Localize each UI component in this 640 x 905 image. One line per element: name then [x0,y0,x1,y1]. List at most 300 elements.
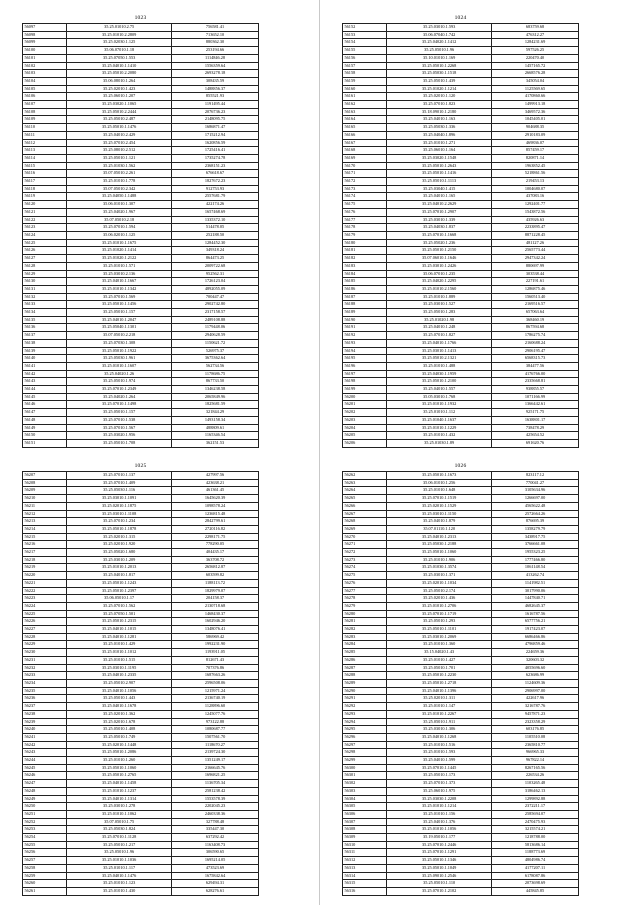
row-id-cell: 56292 [343,703,387,711]
account-code-cell: 35.25.05010.1.96 [387,47,492,55]
account-code-cell: 35.25.07010.1.137 [67,472,172,480]
account-code-cell: 35.25.03020.1.1548 [387,154,492,162]
row-id-cell: 56180 [343,239,387,247]
row-id-cell: 56302 [343,780,387,788]
amount-cell: 1284452.30 [172,239,259,247]
account-code-cell: 35.25.01010.1.2013 [67,564,172,572]
amount-cell: 2902742.80 [172,301,259,309]
amount-cell: 1955323.25 [492,549,579,557]
row-id-cell: 56231 [23,656,67,664]
row-id-cell: 56104 [23,77,67,85]
account-code-cell: 35.25.05010.1.1346 [387,857,492,865]
amount-cell: 1150621.72 [172,339,259,347]
table-row [343,502,579,510]
page-title: 1023 [134,15,147,21]
table-row [343,641,579,649]
account-code-cell: 35.25.01010.1.112 [387,409,492,417]
table-row [343,787,579,795]
account-code-cell: 35.25.03020.1.1065 [67,101,172,109]
amount-cell: 738478.29 [492,424,579,432]
account-code-cell: 35.25.04010.2.429 [67,131,172,139]
account-code-cell: 35.25.01010.1.2267 [387,710,492,718]
table-row [23,641,259,649]
row-id-cell: 56151 [23,439,67,447]
amount-cell: 820871.14 [492,154,579,162]
account-code-cell: 35.25.01020.1.98 [387,316,492,324]
amount-cell: 1488856.37 [172,85,259,93]
account-code-cell: 35.25.04050.1.1488 [67,193,172,201]
account-code-cell: 35.25.07010.1.1291 [387,849,492,857]
table-row [23,154,259,162]
amount-cell: 904688.35 [492,124,579,132]
table-row [343,664,579,672]
row-id-cell: 56173 [343,185,387,193]
account-code-cell: 35.06.05010.1.17 [67,595,172,603]
row-id-cell: 56168 [343,147,387,155]
row-id-cell: 56109 [23,116,67,124]
amount-cell: 1829979.07 [172,587,259,595]
table-row [343,595,579,603]
row-id-cell: 56298 [343,749,387,757]
amount-cell: 1777466.80 [492,556,579,564]
account-code-cell: 35.25.03010.1.1108 [67,510,172,518]
table-row [343,579,579,587]
row-id-cell: 56229 [23,641,67,649]
table-row [23,170,259,178]
row-id-cell: 56308 [343,826,387,834]
amount-cell: 4796859.46 [492,641,579,649]
table-row [343,432,579,440]
table-row [23,355,259,363]
account-code-cell: 35.25.07010.2.454 [67,139,172,147]
amount-cell: 3186462.13 [492,787,579,795]
amount-cell: 327788.48 [172,818,259,826]
amount-cell: 1695214.05 [172,857,259,865]
amount-cell: 1292401.77 [492,201,579,209]
table-row [23,77,259,85]
amount-cell: 2489108.88 [172,316,259,324]
account-code-cell: 35.07.05010.1.75 [67,818,172,826]
row-id-cell: 56133 [23,301,67,309]
account-code-cell: 35.25.05010.1.283 [387,309,492,317]
account-code-cell: 35.25.02010.1.311 [387,695,492,703]
table-row [343,185,579,193]
account-code-cell: 35.25.05010.1.1878 [67,525,172,533]
table-row [343,656,579,664]
account-code-cell: 35.25.05010.1.408 [67,726,172,734]
row-id-cell: 56114 [23,154,67,162]
table-row [343,710,579,718]
amount-cell: 1675842.64 [172,872,259,880]
row-id-cell: 56186 [343,285,387,293]
amount-cell: 2572664.26 [492,510,579,518]
table-row [343,633,579,641]
amount-cell: 1560513.40 [492,293,579,301]
row-id-cell: 56140 [23,355,67,363]
amount-cell: 345054.04 [492,77,579,85]
amount-cell: 473523.69 [172,864,259,872]
amount-cell: 2656812.87 [172,564,259,572]
table-row [343,864,579,872]
amount-cell: 1696821.25 [172,772,259,780]
table-row [343,339,579,347]
account-code-cell: 35.25.01020.1.1214 [387,85,492,93]
table-row [343,93,579,101]
row-id-cell: 56301 [343,772,387,780]
table-row [23,201,259,209]
amount-cell: 3469572.36 [492,108,579,116]
row-id-cell: 56175 [343,201,387,209]
account-code-cell: 35.25.07010.1.2102 [387,887,492,895]
account-code-cell: 35.25.03010.1.527 [387,301,492,309]
account-code-cell: 35.25.01010.1.156 [387,810,492,818]
account-code-cell: 35.25.02010.1.1875 [67,502,172,510]
row-id-cell: 56105 [23,85,67,93]
table-row [23,564,259,572]
account-code-cell: 35.25.05010.1.1243 [67,579,172,587]
row-id-cell: 56263 [343,479,387,487]
row-id-cell: 56288 [343,672,387,680]
row-id-cell: 56167 [343,139,387,147]
table-row [343,262,579,270]
amount-cell: 1045405.01 [492,116,579,124]
row-id-cell: 56264 [343,487,387,495]
row-id-cell: 56132 [23,293,67,301]
row-id-cell: 56184 [343,270,387,278]
amount-cell: 876695.39 [492,518,579,526]
table-row [343,649,579,657]
row-id-cell: 56309 [343,834,387,842]
table-row [343,495,579,503]
table-row [23,803,259,811]
account-code-cell: 35.25.03020.1.956 [67,432,172,440]
account-code-cell: 35.25.01010.1.360 [387,641,492,649]
row-id-cell: 56139 [23,347,67,355]
account-code-cell: 35.25.01010.2.75 [67,24,172,32]
row-id-cell: 56310 [343,841,387,849]
row-id-cell: 56099 [23,39,67,47]
table-row [23,541,259,549]
row-id-cell: 56267 [343,510,387,518]
row-id-cell: 56170 [343,162,387,170]
row-id-cell: 56307 [343,818,387,826]
table-row [23,633,259,641]
amount-cell: 952562.31 [172,270,259,278]
account-code-cell: 35.25.03010.1.2426 [387,262,492,270]
row-id-cell: 56220 [23,572,67,580]
amount-cell: 3766661.08 [492,541,579,549]
account-code-cell: 35.25.01010.2.2809 [67,31,172,39]
amount-cell: 4055696.60 [492,664,579,672]
account-code-cell: 35.10.01010.1.169 [387,54,492,62]
table-row [23,208,259,216]
row-id-cell: 56237 [23,703,67,711]
row-id-cell: 56294 [343,718,387,726]
document-page-1024 [342,14,579,448]
account-code-cell: 35.25.01010.1.429 [67,641,172,649]
table-row [343,231,579,239]
account-code-cell: 35.06.08010.1.264 [67,77,172,85]
amount-cell: 5218861.56 [492,170,579,178]
table-row [23,162,259,170]
table-row [343,803,579,811]
account-code-cell: 35.25.04010.1.2335 [67,672,172,680]
table-row [343,780,579,788]
account-code-cell: 35.25.04010.1.817 [67,572,172,580]
amount-cell: 967822.14 [492,757,579,765]
amount-cell: 2372211.17 [492,803,579,811]
amount-cell: 476312.27 [492,31,579,39]
row-id-cell: 56204 [343,424,387,432]
account-code-cell: 35.25.01010.1.1062 [67,810,172,818]
amount-cell: 2842799.61 [172,518,259,526]
row-id-cell: 56179 [343,231,387,239]
account-code-cell: 35.25.07010.1.2446 [387,841,492,849]
account-code-cell: 35.25.05010.1.2765 [67,772,172,780]
account-code-cell: 35.25.04010.2.2629 [387,201,492,209]
amount-cell: 691620.76 [492,439,579,447]
row-id-cell: 56218 [23,556,67,564]
account-code-cell: 35.25.01010.1.427 [387,656,492,664]
account-code-cell: 35.15.04020.1.43 [387,649,492,657]
account-code-cell: 35.25.03010.1.2069 [387,633,492,641]
row-id-cell: 56244 [23,757,67,765]
account-code-cell: 35.25.07010.1.1719 [387,610,492,618]
amount-cell: 973122.88 [172,718,259,726]
account-code-cell: 35.25.03010.1.1091 [67,495,172,503]
row-id-cell: 56282 [343,626,387,634]
account-code-cell: 35.25.02010.1.678 [67,718,172,726]
amount-cell: 437083.16 [492,193,579,201]
row-id-cell: 56211 [23,502,67,510]
amount-cell: 1080687.77 [172,726,259,734]
table-row [343,31,579,39]
table-row [343,764,579,772]
table-row [343,587,579,595]
table-row [23,757,259,765]
account-code-cell: 35.25.05010.1.293 [387,618,492,626]
amount-cell: 2317158.57 [172,309,259,317]
account-code-cell: 35.25.04020.1.264 [67,393,172,401]
row-id-cell: 56118 [23,185,67,193]
amount-cell: 253194.66 [172,47,259,55]
row-id-cell: 56119 [23,193,67,201]
amount-cell: 683759.68 [492,24,579,32]
row-id-cell: 56254 [23,834,67,842]
amount-cell: 2906195.47 [492,347,579,355]
amount-cell: 514478.05 [172,224,259,232]
account-code-cell: 35.25.04020.1.967 [67,208,172,216]
account-code-cell: 35.25.01010.1.906 [387,556,492,564]
account-code-cell: 35.06.07010.1.18 [67,47,172,55]
account-code-cell: 35.25.05030.1.336 [387,124,492,132]
account-code-cell: 35.25.01010.1.1036 [67,857,172,865]
account-code-cell: 35.25.02010.1.1034 [387,579,492,587]
table-row [23,185,259,193]
amount-cell: 966965.33 [492,749,579,757]
account-code-cell: 35.25.04010.1.557 [387,386,492,394]
amount-cell: 306590.65 [172,849,259,857]
amount-cell: 700447.47 [172,293,259,301]
account-code-cell: 35.06.07010.1.235 [387,270,492,278]
row-id-cell: 56299 [343,757,387,765]
amount-cell: 1825681.59 [172,401,259,409]
amount-cell: 1245077.76 [172,710,259,718]
amount-cell: 8267165.56 [492,764,579,772]
row-id-cell: 56183 [343,262,387,270]
row-id-cell: 56127 [23,255,67,263]
account-code-cell: 35.25.01010.1.593 [387,749,492,757]
table-row [343,301,579,309]
row-id-cell: 56249 [23,795,67,803]
table-row [23,687,259,695]
row-id-cell: 56297 [343,741,387,749]
row-id-cell: 56262 [343,472,387,480]
account-code-cell: 35.07.05010.2.218 [67,332,172,340]
row-id-cell: 56203 [343,416,387,424]
amount-cell: 6686466.86 [492,633,579,641]
account-code-cell: 35.25.05010.2.2080 [67,70,172,78]
account-code-cell: 35.25.05010.1.1416 [387,170,492,178]
amount-cell: 1193911.05 [172,649,259,657]
row-id-cell: 56276 [343,579,387,587]
document-page-1023 [22,14,259,448]
row-id-cell: 56110 [23,124,67,132]
amount-cell: 4682645.37 [492,602,579,610]
amount-cell: 1071166.99 [492,393,579,401]
amount-cell: 8871228.45 [492,231,579,239]
table-row [23,54,259,62]
account-code-cell: 35.25.05010.1.1060 [387,549,492,557]
row-id-cell: 56120 [23,201,67,209]
table-row [343,556,579,564]
amount-cell: 4565622.48 [492,502,579,510]
row-id-cell: 56098 [23,31,67,39]
row-id-cell: 56197 [343,370,387,378]
table-row [343,841,579,849]
table-row [343,887,579,895]
account-code-cell: 35.25.05010.1.2150 [387,247,492,255]
row-id-cell: 56190 [343,316,387,324]
account-code-cell: 35.25.01010.1.648 [387,487,492,495]
amount-cell: 1105510.08 [492,733,579,741]
account-code-cell: 35.25.05010.1.1476 [67,124,172,132]
amount-cell: 4804986.74 [492,857,579,865]
account-code-cell: 35.06.01010.1.256 [387,479,492,487]
row-id-cell: 56311 [343,849,387,857]
account-code-cell: 35.25.05010.1.974 [67,378,172,386]
amount-cell: 1917423.07 [492,626,579,634]
table-row [343,85,579,93]
table-row [23,285,259,293]
row-id-cell: 56188 [343,301,387,309]
table-row [343,741,579,749]
amount-cell: 756581.41 [172,24,259,32]
row-id-cell: 56165 [343,124,387,132]
amount-cell: 1061148.54 [492,564,579,572]
row-id-cell: 56315 [343,880,387,888]
amount-cell: 1191495.44 [172,101,259,109]
table-row [343,439,579,447]
table-row [343,278,579,286]
row-id-cell: 56144 [23,386,67,394]
table-row [343,533,579,541]
account-code-cell: 35.25.05010.1.1101 [387,626,492,634]
amount-cell: 423638.21 [172,479,259,487]
account-code-cell: 35.25.05010.1.173 [387,772,492,780]
account-code-cell: 35.25.04010.1.376 [387,818,492,826]
document-page-1025 [22,462,259,896]
table-row [23,85,259,93]
amount-cell: 461361.45 [172,487,259,495]
row-id-cell: 56313 [343,864,387,872]
table-row [23,472,259,480]
amount-cell: 2557681.79 [172,193,259,201]
amount-cell: 4892055.09 [172,285,259,293]
row-id-cell: 56253 [23,826,67,834]
table-row [23,525,259,533]
row-id-cell: 56216 [23,541,67,549]
account-code-cell: 35.25.05010.2.1321 [387,355,492,363]
account-code-cell: 35.25.01030.1.89 [387,439,492,447]
row-id-cell: 56235 [23,687,67,695]
table-row [23,572,259,580]
account-code-cell: 35.25.07010.1.1668 [387,231,492,239]
account-code-cell: 35.25.01010.1.1056 [387,826,492,834]
account-code-cell: 35.25.03010.1.306 [387,726,492,734]
table-row [343,703,579,711]
account-code-cell: 35.25.03010.1.1413 [387,347,492,355]
account-code-cell: 35.25.05010.1.2315 [67,618,172,626]
table-row [343,880,579,888]
table-row [343,139,579,147]
row-id-cell: 56224 [23,602,67,610]
table-row [343,518,579,526]
account-code-cell: 35.25.04020.1.26 [67,370,172,378]
row-id-cell: 56269 [343,525,387,533]
account-code-cell: 35.25.04010.1.2047 [67,316,172,324]
amount-cell: 707376.86 [172,664,259,672]
table-row [23,70,259,78]
row-id-cell: 56239 [23,718,67,726]
row-id-cell: 56278 [343,595,387,603]
row-id-cell: 56300 [343,764,387,772]
account-code-cell: 35.25.01020.1.1414 [67,247,172,255]
account-code-cell: 35.25.05010.1.121 [67,154,172,162]
amount-cell: 1118670.27 [172,741,259,749]
table-row [343,124,579,132]
row-id-cell: 56155 [343,47,387,55]
row-id-cell: 56212 [23,510,67,518]
table-row [23,432,259,440]
amount-cell: 335447.30 [172,826,259,834]
amount-cell: 1687663.26 [172,672,259,680]
amount-cell: 6577756.21 [492,618,579,626]
row-id-cell: 56194 [343,347,387,355]
row-id-cell: 56289 [343,679,387,687]
account-code-cell: 35.25.01010.1.117 [67,864,172,872]
table-row [23,409,259,417]
amount-cell: 855521.93 [172,93,259,101]
account-code-cell: 35.25.05010.1.911 [387,718,492,726]
row-id-cell: 56161 [343,93,387,101]
amount-cell: 1286875.46 [492,285,579,293]
row-id-cell: 56189 [343,309,387,317]
table-row [23,818,259,826]
amount-cell: 1103265.48 [492,780,579,788]
amount-cell: 1556359.64 [172,62,259,70]
table-row [23,549,259,557]
